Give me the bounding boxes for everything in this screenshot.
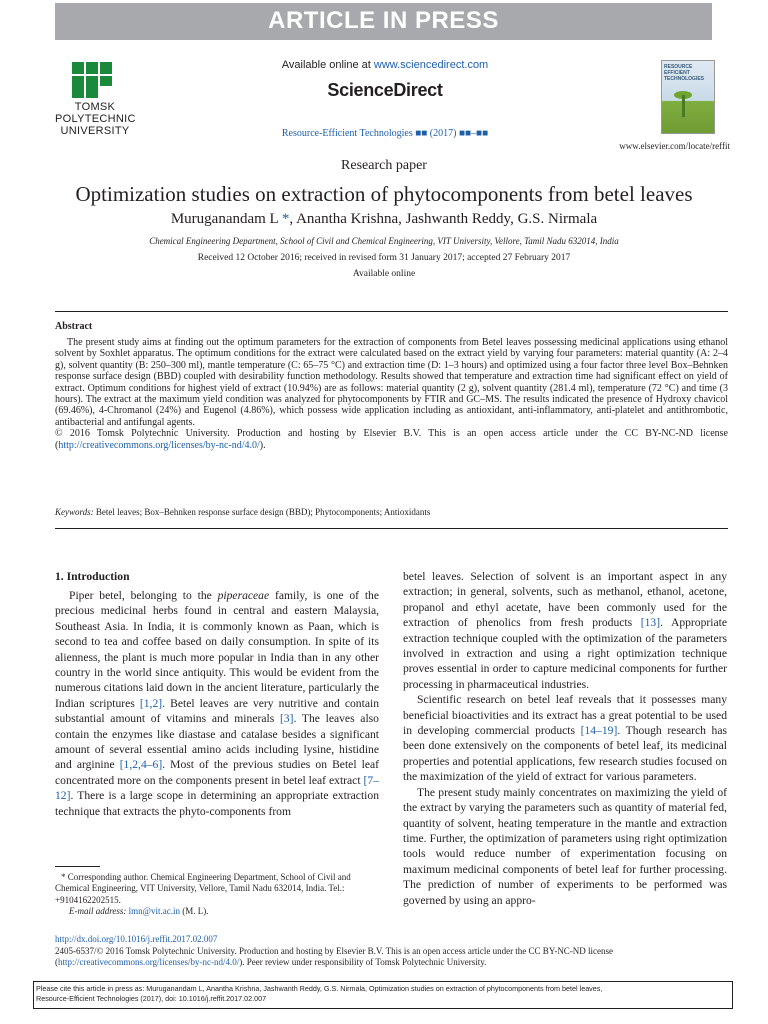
citation-link[interactable]: [3] bbox=[279, 712, 294, 726]
journal-cover-image: RESOURCE EFFICIENT TECHNOLOGIES bbox=[661, 60, 715, 134]
citation-link[interactable]: [13] bbox=[640, 616, 661, 630]
sciencedirect-link[interactable]: www.sciencedirect.com bbox=[373, 59, 489, 71]
section-heading-introduction: 1. Introduction bbox=[55, 570, 130, 583]
abstract-heading: Abstract bbox=[55, 321, 93, 332]
footnote-divider bbox=[55, 866, 100, 867]
citation-link[interactable]: [7–12] bbox=[55, 773, 379, 803]
copyright-notice: 2405-6537/© 2016 Tomsk Polytechnic University. Production and hosting by Elsevier B.V. This is an open access article under the CC BY-NC-ND license (http://creativecommons.org/licenses/by-nc-nd/4.0/). Peer review under responsibility of Tomsk Polytechnic University. bbox=[55, 946, 614, 968]
plant-stem-icon bbox=[682, 95, 685, 117]
right-column-text bbox=[403, 569, 727, 908]
author-list: Muruganandam L *, Anantha Krishna, Jashwanth Reddy, G.S. Nirmala bbox=[170, 211, 598, 227]
abstract-copyright: © 2016 Tomsk Polytechnic University. Production and hosting by Elsevier B.V. This is an open access article under the CC BY-NC-ND license (http://creativecommons.org/licenses/by-nc-nd/4.0/). bbox=[55, 428, 728, 451]
corresponding-author-footnote: * Corresponding author. Chemical Engineering Department, School of Civil and Chemical Engineering, VIT University, Vellore, Tamil Nadu 632014, India. Tel.: +9104162202515. E-mail address: lmn@vit.ac.in (M. L). bbox=[55, 872, 351, 916]
doi-link[interactable]: http://dx.doi.org/10.1016/j.reffit.2017.02.007 bbox=[55, 934, 218, 944]
intro-paragraph-2: Scientific research on betel leaf reveals that it possesses many beneficial bioactivities and its extract has a great potential to be used in developing commercial products [14–19]. Though research has been done extensively on the components of betel leaf, its medicinal properties and potential applications, few research studies focused on the maximization of the yield of extract for various parameters. bbox=[403, 693, 727, 784]
article-type: Research paper bbox=[341, 158, 427, 173]
left-column-text bbox=[55, 588, 379, 819]
citation-link[interactable]: [14–19] bbox=[580, 724, 618, 738]
citation-box: Please cite this article in press as: Muruganandam L, Anantha Krishna, Jashwanth Reddy, G.S. Nirmala, Optimization studies on extraction of phytocomponents from betel leaves, Resource-Efficient Technologies (2017), doi: 10.1016/j.reffit.2017.02.007 bbox=[33, 981, 733, 1009]
university-name: TOMSK POLYTECHNIC UNIVERSITY bbox=[55, 101, 136, 137]
corresponding-author-marker[interactable]: * bbox=[281, 211, 290, 227]
intro-paragraph-3: The present study mainly concentrates on maximizing the yield of the extract by varying the parameters such as quantity of material fed, quantity of solvent, heating temperature in the mantle and extraction time. Further, the optimization of parameters using right optimization tools would reduce number of experimentation focusing on maximum medicinal components of betel leaf for further processing. The prediction of number of experiments to be performed was governed by using an appro- bbox=[403, 785, 727, 907]
intro-paragraph-1: Piper betel, belonging to the piperaceae family, is one of the precious medicinal herbs found in central and eastern Malaysia, Southeast Asia. In India, it is commonly known as Paan, which is second to tea and coffee based on daily consumption. In spite of its alienness, the plant is much more popular in India than in any other country in the world since antiquity. This would be evident from the numerous citations laid down in the ancient literature, particularly the Indian scriptures [1,2]. Betel leaves are very nutritive and contain substantial amount of vitamins and minerals [3]. The leaves also contain the enzymes like diastase and catalase besides a significant amount of several essential amino acids including lysine, histidine and arginine [1,2,4–6]. Most of the previous studies on Betel leaf concentrated more on the components present in betel leaf extract [7–12]. There is a large scope in determining an appropriate extraction technique that extracts the phyto-components from bbox=[55, 589, 379, 818]
intro-paragraph-1-cont: betel leaves. Selection of solvent is an important aspect in any extraction; in general, solvents, such as methanol, ethanol, acetone, propanol and ethyl acetate, have been commonly used for the extraction of phenolics from fresh products [13]. Appropriate extraction technique coupled with the optimization of the parameters involved in extraction and using a right optimization technique proves essential in order to capture medicinal components for further processing in pharmaceutical industries. bbox=[403, 570, 727, 691]
article-in-press-banner: ARTICLE IN PRESS bbox=[55, 3, 712, 40]
citation-link[interactable]: [1,2,4–6] bbox=[119, 758, 163, 772]
received-dates: Received 12 October 2016; received in revised form 31 January 2017; accepted 27 February 2017 bbox=[197, 253, 571, 263]
citation-link[interactable]: [1,2] bbox=[139, 696, 163, 710]
journal-reference[interactable]: Resource-Efficient Technologies ■■ (2017) ■■–■■ bbox=[281, 128, 489, 139]
affiliation: Chemical Engineering Department, School of Civil and Chemical Engineering, VIT University, Vellore, Tamil Nadu 632014, India bbox=[149, 236, 619, 246]
abstract-body: The present study aims at finding out the optimum parameters for the extraction of components from Betel leaves possessing medicinal applications using ethanol solvent by Soxhlet apparatus. The optimum conditions for the extract were calculated based on the extract yield by varying four parameters: material quantity (A: 2–4 g), solvent quantity (B: 250–300 ml), mantle temperature (C: 65–75 °C) and extraction time (D: 1–3 hours) and optimized using a four factor three level Box–Behnken response surface design (BBD) coupled with desirability function methodology. Results showed that temperature and extraction time had significant effect on yield of extract. Optimum conditions for highest yield of extract (10.94%) are as follows: material quantity (2 g), solvent quantity (281.4 ml), temperature (72 °C) and time (3 hours). The extract at the maximum yield condition was analyzed for phytocomponents by FTIR and GC–MS. The results indicated the presence of Hydroxy chavicol (69.46%), 4-Chromanol (24%) and Eugenol (4.86%), which possess wide application including as antioxidant, anti-inflammatory, anti-platelet and antithrombotic, antibacterial and antifungal agents. © 2016 Tomsk Polytechnic University. Production and hosting by Elsevier B.V. This is an open access article under the CC BY-NC-ND license (http://creativecommons.org/licenses/by-nc-nd/4.0/). bbox=[55, 337, 728, 451]
keywords: Keywords: Betel leaves; Box–Behnken response surface design (BBD); Phytocomponents; Antioxidants bbox=[55, 507, 431, 517]
license-link[interactable]: http://creativecommons.org/licenses/by-nc-nd/4.0/ bbox=[58, 957, 240, 968]
journal-homepage-url[interactable]: www.elsevier.com/locate/reffit bbox=[619, 141, 730, 151]
available-online: Available online bbox=[352, 269, 416, 279]
abstract-top-divider bbox=[55, 311, 728, 312]
tomsk-university-logo bbox=[72, 62, 112, 98]
article-title: Optimization studies on extraction of phytocomponents from betel leaves bbox=[75, 182, 693, 206]
license-link[interactable]: http://creativecommons.org/licenses/by-nc-nd/4.0/ bbox=[58, 439, 260, 451]
sciencedirect-brand: ScienceDirect bbox=[327, 80, 443, 100]
available-online-line: Available online at www.sciencedirect.com bbox=[281, 59, 489, 71]
abstract-bottom-divider bbox=[55, 528, 728, 529]
email-link[interactable]: lmn@vit.ac.in bbox=[128, 905, 180, 916]
